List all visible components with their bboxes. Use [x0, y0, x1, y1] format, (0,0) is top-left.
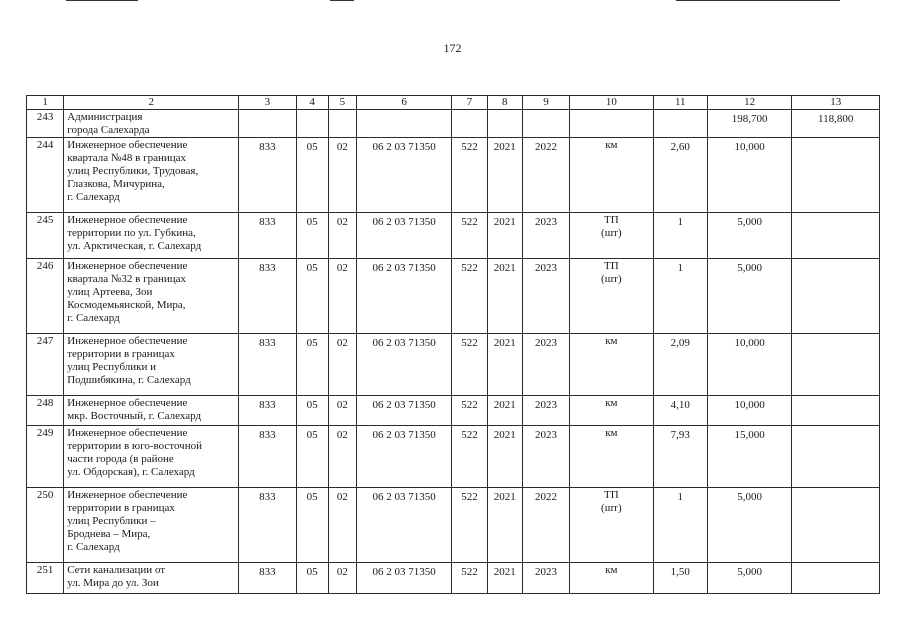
cell-target-code: 06 2 03 71350 [356, 138, 452, 213]
cell-target-code: 06 2 03 71350 [356, 334, 452, 396]
cell-year-end: 2023 [522, 563, 569, 594]
cell-year-end [522, 110, 569, 138]
cell-code-3: 833 [239, 563, 296, 594]
cell-target-code: 06 2 03 71350 [356, 396, 452, 426]
cell-amount-13 [792, 396, 880, 426]
table-row [27, 110, 880, 138]
cell-code-5: 02 [328, 138, 356, 213]
cell-code-4: 05 [296, 396, 328, 426]
cell-capacity: 2,60 [653, 138, 707, 213]
column-header-4: 4 [296, 96, 328, 110]
cell-item-name: Инженерное обеспечение территории в границах улиц Республики и Подшибякина, г. Салехард [64, 334, 239, 396]
cell-code-7: 522 [452, 488, 487, 563]
cell-row-number: 249 [27, 426, 64, 488]
cell-amount-13 [792, 334, 880, 396]
cell-capacity: 4,10 [653, 396, 707, 426]
column-header-11: 11 [653, 96, 707, 110]
cell-item-name: Инженерное обеспечение квартала №32 в границах улиц Артеева, Зои Космодемьянской, Мира, г. Салехард [64, 259, 239, 334]
column-header-10: 10 [570, 96, 653, 110]
cell-code-4: 05 [296, 334, 328, 396]
top-rule-right [676, 0, 840, 1]
cell-unit [570, 110, 653, 138]
cell-code-3: 833 [239, 213, 296, 259]
cell-item-name: Инженерное обеспечение территории в юго-восточной части города (в районе ул. Обдорская), г. Салехард [64, 426, 239, 488]
cell-year-end: 2023 [522, 213, 569, 259]
cell-amount-13 [792, 213, 880, 259]
cell-year-end: 2023 [522, 334, 569, 396]
cell-code-5: 02 [328, 213, 356, 259]
cell-code-5 [328, 110, 356, 138]
cell-year-end: 2023 [522, 426, 569, 488]
cell-amount-13 [792, 426, 880, 488]
cell-year-start: 2021 [487, 138, 522, 213]
cell-row-number: 246 [27, 259, 64, 334]
cell-code-5: 02 [328, 259, 356, 334]
column-header-3: 3 [239, 96, 296, 110]
cell-capacity: 1 [653, 213, 707, 259]
column-header-1: 1 [27, 96, 64, 110]
cell-unit: км [570, 563, 653, 594]
cell-capacity: 1 [653, 488, 707, 563]
cell-code-7: 522 [452, 259, 487, 334]
cell-target-code: 06 2 03 71350 [356, 426, 452, 488]
cell-unit: ТП (шт) [570, 259, 653, 334]
cell-amount-13: 118,800 [792, 110, 880, 138]
page-number: 172 [443, 41, 462, 55]
cell-amount-12: 10,000 [707, 138, 791, 213]
cell-target-code: 06 2 03 71350 [356, 213, 452, 259]
cell-code-4: 05 [296, 488, 328, 563]
column-header-7: 7 [452, 96, 487, 110]
cell-code-4 [296, 110, 328, 138]
cell-code-4: 05 [296, 138, 328, 213]
cell-code-7: 522 [452, 426, 487, 488]
cell-code-7: 522 [452, 213, 487, 259]
table-row [27, 138, 880, 213]
cell-code-3: 833 [239, 138, 296, 213]
column-header-8: 8 [487, 96, 522, 110]
cell-code-4: 05 [296, 426, 328, 488]
cell-capacity: 2,09 [653, 334, 707, 396]
cell-code-7: 522 [452, 563, 487, 594]
column-header-9: 9 [522, 96, 569, 110]
cell-unit: км [570, 334, 653, 396]
cell-year-start: 2021 [487, 426, 522, 488]
cell-year-start: 2021 [487, 396, 522, 426]
cell-target-code: 06 2 03 71350 [356, 259, 452, 334]
cell-code-3 [239, 110, 296, 138]
table-row [27, 396, 880, 426]
column-header-5: 5 [328, 96, 356, 110]
table-row [27, 213, 880, 259]
cell-code-5: 02 [328, 334, 356, 396]
cell-row-number: 245 [27, 213, 64, 259]
top-rule-center [330, 0, 354, 1]
budget-table [26, 95, 880, 594]
cell-item-name: Инженерное обеспечение квартала №48 в границах улиц Республики, Трудовая, Глазкова, Мичурина, г. Салехард [64, 138, 239, 213]
cell-year-start: 2021 [487, 563, 522, 594]
table-row [27, 563, 880, 594]
cell-year-end: 2023 [522, 396, 569, 426]
table-row [27, 334, 880, 396]
cell-unit: км [570, 426, 653, 488]
cell-code-5: 02 [328, 396, 356, 426]
cell-row-number: 244 [27, 138, 64, 213]
cell-amount-12: 10,000 [707, 396, 791, 426]
column-header-6: 6 [356, 96, 452, 110]
cell-code-7: 522 [452, 138, 487, 213]
table-row [27, 488, 880, 563]
cell-unit: км [570, 138, 653, 213]
cell-item-name: Инженерное обеспечение мкр. Восточный, г. Салехард [64, 396, 239, 426]
cell-capacity: 1 [653, 259, 707, 334]
cell-code-7 [452, 110, 487, 138]
cell-code-7: 522 [452, 396, 487, 426]
cell-year-start [487, 110, 522, 138]
cell-capacity: 1,50 [653, 563, 707, 594]
table-header-row [27, 96, 880, 110]
cell-target-code [356, 110, 452, 138]
cell-amount-12: 15,000 [707, 426, 791, 488]
cell-row-number: 247 [27, 334, 64, 396]
cell-code-7: 522 [452, 334, 487, 396]
cell-capacity [653, 110, 707, 138]
cell-amount-12: 5,000 [707, 488, 791, 563]
cell-year-end: 2022 [522, 488, 569, 563]
column-header-2: 2 [64, 96, 239, 110]
cell-amount-12: 5,000 [707, 563, 791, 594]
cell-row-number: 251 [27, 563, 64, 594]
cell-row-number: 248 [27, 396, 64, 426]
cell-row-number: 250 [27, 488, 64, 563]
cell-code-5: 02 [328, 563, 356, 594]
cell-amount-13 [792, 488, 880, 563]
cell-row-number: 243 [27, 110, 64, 138]
cell-item-name: Администрация города Салехарда [64, 110, 239, 138]
cell-amount-12: 5,000 [707, 259, 791, 334]
cell-item-name: Сети канализации от ул. Мира до ул. Зои [64, 563, 239, 594]
cell-code-4: 05 [296, 259, 328, 334]
cell-code-3: 833 [239, 334, 296, 396]
table-row [27, 259, 880, 334]
cell-target-code: 06 2 03 71350 [356, 488, 452, 563]
cell-amount-12: 198,700 [707, 110, 791, 138]
cell-amount-13 [792, 259, 880, 334]
table-body [27, 110, 880, 594]
cell-amount-12: 10,000 [707, 334, 791, 396]
column-header-13: 13 [792, 96, 880, 110]
cell-code-5: 02 [328, 488, 356, 563]
cell-amount-13 [792, 138, 880, 213]
cell-item-name: Инженерное обеспечение территории по ул. Губкина, ул. Арктическая, г. Салехард [64, 213, 239, 259]
cell-year-start: 2021 [487, 213, 522, 259]
cell-code-4: 05 [296, 563, 328, 594]
cell-code-3: 833 [239, 259, 296, 334]
cell-capacity: 7,93 [653, 426, 707, 488]
cell-code-3: 833 [239, 396, 296, 426]
top-rule-left [66, 0, 138, 1]
cell-code-4: 05 [296, 213, 328, 259]
cell-year-end: 2022 [522, 138, 569, 213]
cell-year-start: 2021 [487, 488, 522, 563]
cell-target-code: 06 2 03 71350 [356, 563, 452, 594]
column-header-12: 12 [707, 96, 791, 110]
cell-item-name: Инженерное обеспечение территории в границах улиц Республики – Броднева – Мира, г. Салехард [64, 488, 239, 563]
cell-year-end: 2023 [522, 259, 569, 334]
cell-year-start: 2021 [487, 259, 522, 334]
cell-code-3: 833 [239, 426, 296, 488]
cell-code-3: 833 [239, 488, 296, 563]
cell-unit: км [570, 396, 653, 426]
cell-year-start: 2021 [487, 334, 522, 396]
cell-unit: ТП (шт) [570, 213, 653, 259]
cell-amount-12: 5,000 [707, 213, 791, 259]
cell-unit: ТП (шт) [570, 488, 653, 563]
cell-code-5: 02 [328, 426, 356, 488]
cell-amount-13 [792, 563, 880, 594]
table-row [27, 426, 880, 488]
